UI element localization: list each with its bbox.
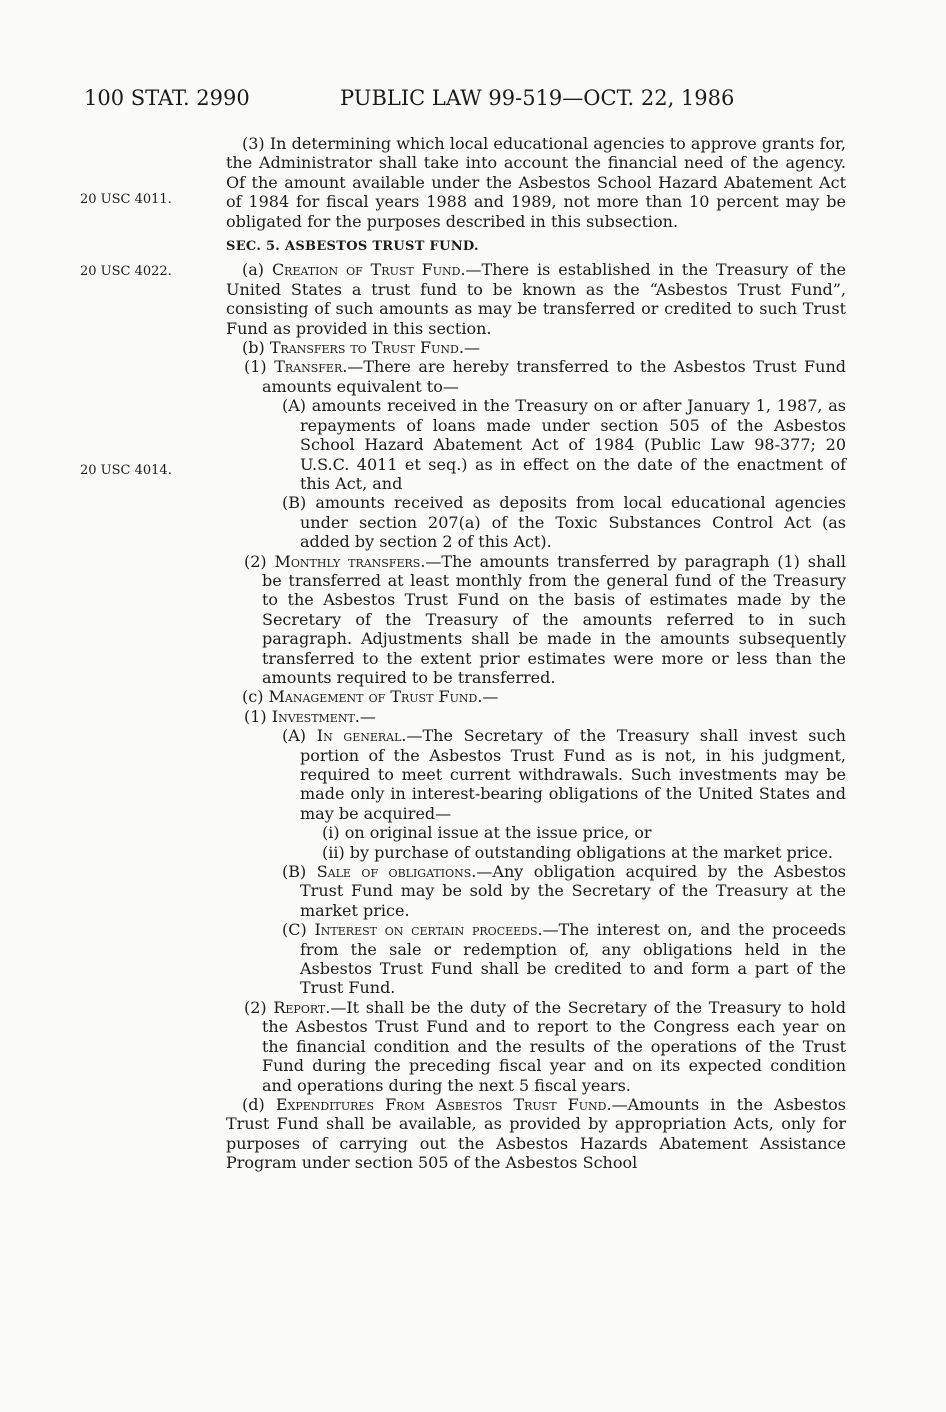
clause-b1-a: (A) amounts received in the Treasury on or after January 1, 1987, as repayments of loans made under section 505 of the Asbestos School Hazard Abatement Act of 1984 (Public Law 98-377; 20 U.S.C. 4011 et seq.) as in effect on the date of the enactment of this Act, and	[282, 396, 846, 493]
page-header	[84, 86, 844, 116]
clause-c1-a: (A) In general.—The Secretary of the Treasury shall invest such portion of the Asbestos Trust Fund as is not, in his judgment, required to meet current withdrawals. Such investments may be made only in interest-bearing obligations of the United States and may be acquired—	[282, 726, 846, 823]
clause-c1-c-title: Interest on certain proceeds	[314, 920, 538, 940]
item-c1-a-ii: (ii) by purchase of outstanding obligations at the market price.	[322, 842, 833, 862]
clause-c1-b-title: Sale of obligations	[316, 862, 472, 882]
statute-body	[226, 134, 846, 1173]
clause-b1-b: (B) amounts received as deposits from local educational agencies under section 207(a) of the Toxic Substances Control Act (as added by section 2 of this Act).	[282, 493, 846, 552]
margin-note-usc-4014: 20 USC 4014.	[80, 463, 172, 478]
paragraph-b1: (1) Transfer.—There are hereby transferred to the Asbestos Trust Fund amounts equivalent to—	[244, 357, 847, 396]
stat-page-number: 100 STAT. 2990	[84, 86, 250, 110]
paragraph-b1-title: Transfer	[274, 357, 343, 377]
subsection-c-title: Management of Trust Fund	[268, 687, 478, 707]
clause-c1-c: (C) Interest on certain proceeds.—The interest on, and the proceeds from the sale or redemption of, any obligations held in the Asbestos Trust Fund shall be credited to and form a part of the Trust Fund.	[282, 920, 846, 998]
paragraph-b2: (2) Monthly transfers.—The amounts transferred by paragraph (1) shall be transferred at least monthly from the general fund of the Treasury to the Asbestos Trust Fund on the basis of estimates made by the Secretary of the Treasury of the amounts referred to in such paragraph. Adjustments shall be made in the amounts subsequently transferred to the extent prior estimates were more or less than the amounts required to be transferred.	[244, 551, 847, 687]
subsection-a-title: Creation of Trust Fund	[271, 260, 461, 280]
paragraph-c1-title: Investment	[271, 706, 355, 726]
clause-c1-b: (B) Sale of obligations.—Any obligation acquired by the Asbestos Trust Fund may be sold by the Secretary of the Treasury at the market price.	[282, 862, 846, 920]
subsection-d: (d) Expenditures From Asbestos Trust Fund.—Amounts in the Asbestos Trust Fund shall be available, as provided by appropriation Acts, only for purposes of carrying out the Asbestos Hazards Abatement Assistance Program under section 505 of the Asbestos School	[226, 1094, 846, 1173]
subsection-c-heading: (c) Management of Trust Fund.—	[242, 687, 499, 707]
margin-note-usc-4011: 20 USC 4011.	[80, 192, 172, 207]
paragraph-3: (3) In determining which local educational agencies to approve grants for, the Administrator shall take into account the financial need of the agency. Of the amount available under the Asbestos School Hazard Abatement Act of 1984 for fiscal years 1988 and 1989, not more than 10 percent may be obligated for the purposes described in this subsection.	[226, 134, 846, 231]
paragraph-b2-title: Monthly transfers	[274, 551, 421, 571]
subsection-a: (a) Creation of Trust Fund.—There is established in the Treasury of the United States a trust fund to be known as the “Asbestos Trust Fund”, consisting of such amounts as may be transferred or credited to such Trust Fund as provided in this section.	[226, 260, 847, 338]
margin-note-usc-4022: 20 USC 4022.	[80, 264, 172, 279]
section-5-heading: SEC. 5. ASBESTOS TRUST FUND.	[226, 239, 479, 255]
paragraph-c2: (2) Report.—It shall be the duty of the Secretary of the Treasury to hold the Asbestos Trust Fund and to report to the Congress each year on the financial condition and the results of the operations of the Trust Fund during the preceding fiscal year and on its expected condition and operations during the next 5 fiscal years.	[244, 997, 847, 1095]
law-title: PUBLIC LAW 99-519—OCT. 22, 1986	[340, 86, 735, 110]
subsection-b-title: Transfers to Trust Fund	[269, 338, 459, 358]
subsection-b-heading: (b) Transfers to Trust Fund.—	[242, 338, 480, 358]
clause-c1-a-title: In general	[316, 726, 402, 746]
item-c1-a-i: (i) on original issue at the issue price, or	[322, 823, 652, 843]
paragraph-c2-title: Report	[273, 997, 326, 1017]
paragraph-c1-heading: (1) Investment.—	[244, 706, 376, 726]
subsection-d-title: Expenditures From Asbestos Trust Fund	[275, 1094, 607, 1114]
